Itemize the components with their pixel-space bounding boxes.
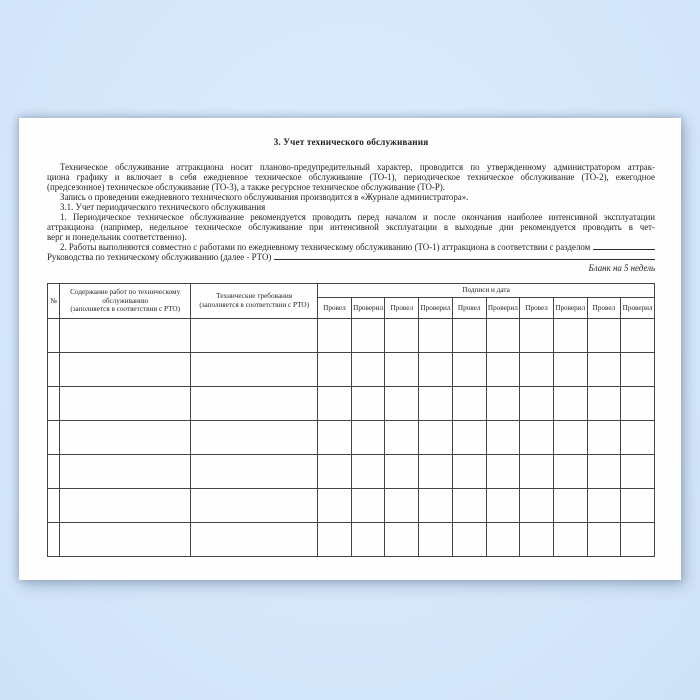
empty-cell (486, 523, 520, 557)
signature-col-header: Проверил (621, 298, 655, 319)
empty-cell (621, 523, 655, 557)
empty-cell (60, 387, 191, 421)
empty-cell (385, 523, 419, 557)
blank-underscore-line (593, 242, 655, 250)
empty-cell (621, 319, 655, 353)
empty-cell (587, 523, 621, 557)
empty-cell (621, 489, 655, 523)
empty-cell (486, 353, 520, 387)
empty-cell (621, 387, 655, 421)
text-line: аттракциона (например, недельное техническое обслуживание при интенсивной эксплуатации в выходные дни рекомендуется проводить в чет- (47, 222, 655, 232)
empty-cell (48, 489, 60, 523)
text-line (47, 242, 655, 252)
empty-cell (520, 421, 554, 455)
signature-col-header: Провел (318, 298, 352, 319)
empty-cell (452, 489, 486, 523)
empty-cell (452, 387, 486, 421)
empty-cell (520, 489, 554, 523)
empty-cell (351, 523, 385, 557)
table-row (48, 489, 655, 523)
signature-col-header: Провел (385, 298, 419, 319)
empty-cell (48, 387, 60, 421)
empty-cell (351, 387, 385, 421)
empty-cell (60, 455, 191, 489)
table-row (48, 523, 655, 557)
signature-col-header: Провел (452, 298, 486, 319)
document-page (19, 118, 681, 580)
table-row (48, 387, 655, 421)
signature-col-header: Провел (587, 298, 621, 319)
text-line: (предсезонное) техническое обслуживание (ТО-3), а также ресурсное техническое обслуживание (ТО-Р). (47, 182, 445, 192)
col-header-signatures-and-date: Подписи и дата (318, 284, 655, 298)
empty-cell (419, 489, 453, 523)
empty-cell (60, 489, 191, 523)
col-header-work-content (60, 284, 191, 319)
empty-cell (452, 523, 486, 557)
empty-cell (191, 353, 318, 387)
empty-cell (191, 455, 318, 489)
empty-cell (385, 455, 419, 489)
empty-cell (385, 421, 419, 455)
table-row (48, 421, 655, 455)
empty-cell (553, 523, 587, 557)
empty-cell (60, 353, 191, 387)
col-header-technical-requirements (191, 284, 318, 319)
empty-cell (587, 319, 621, 353)
empty-cell (385, 353, 419, 387)
empty-cell (419, 387, 453, 421)
blank-underscore-line (274, 252, 655, 260)
empty-cell (191, 387, 318, 421)
empty-cell (419, 353, 453, 387)
document-body-text (47, 162, 655, 262)
empty-cell (520, 523, 554, 557)
text-line: верг и понедельник соответственно). (47, 232, 187, 242)
empty-cell (587, 421, 621, 455)
empty-cell (351, 319, 385, 353)
header-line: (заполняется в соответствии с РТО) (199, 301, 309, 309)
empty-cell (452, 353, 486, 387)
empty-cell (587, 387, 621, 421)
empty-cell (318, 489, 352, 523)
empty-cell (621, 353, 655, 387)
empty-cell (486, 387, 520, 421)
empty-cell (553, 319, 587, 353)
empty-cell (48, 353, 60, 387)
table-row (48, 455, 655, 489)
empty-cell (385, 387, 419, 421)
empty-cell (351, 489, 385, 523)
table-row (48, 353, 655, 387)
empty-cell (621, 455, 655, 489)
empty-cell (553, 387, 587, 421)
empty-cell (520, 319, 554, 353)
empty-cell (520, 387, 554, 421)
empty-cell (351, 455, 385, 489)
signature-col-header: Провел (520, 298, 554, 319)
empty-cell (587, 489, 621, 523)
table-row (48, 319, 655, 353)
empty-cell (385, 319, 419, 353)
text-line: Техническое обслуживание аттракциона носит планово-предупредительный характер, проводится по утвержденному администратором аттрак- (60, 162, 655, 172)
empty-cell (452, 319, 486, 353)
empty-cell (520, 455, 554, 489)
empty-cell (351, 353, 385, 387)
empty-cell (60, 421, 191, 455)
text-line-content: Руководства по техническому обслуживанию (далее - РТО) (47, 252, 272, 262)
empty-cell (60, 319, 191, 353)
empty-cell (60, 523, 191, 557)
text-line: 1. Периодическое техническое обслуживание рекомендуется проводить перед началом и после окончания наиболее интенсивной эксплуатации (60, 212, 655, 222)
empty-cell (419, 319, 453, 353)
empty-cell (318, 523, 352, 557)
empty-cell (553, 489, 587, 523)
empty-cell (621, 421, 655, 455)
empty-cell (48, 319, 60, 353)
empty-cell (486, 455, 520, 489)
table-header (48, 284, 655, 319)
text-line (47, 252, 655, 262)
empty-cell (191, 489, 318, 523)
signature-col-header: Проверил (419, 298, 453, 319)
empty-cell (520, 353, 554, 387)
empty-cell (318, 455, 352, 489)
empty-cell (318, 353, 352, 387)
empty-cell (318, 387, 352, 421)
empty-cell (419, 421, 453, 455)
header-line: обслуживанию (102, 296, 149, 305)
empty-cell (419, 523, 453, 557)
empty-cell (486, 319, 520, 353)
text-line: 3.1. Учет периодического технического обслуживания (60, 202, 266, 212)
empty-cell (191, 421, 318, 455)
empty-cell (48, 523, 60, 557)
empty-cell (48, 455, 60, 489)
empty-cell (587, 353, 621, 387)
empty-cell (452, 455, 486, 489)
empty-cell (191, 523, 318, 557)
signature-col-header: Проверил (553, 298, 587, 319)
table-body (48, 319, 655, 557)
form-note: Бланк на 5 недель (588, 263, 655, 273)
empty-cell (486, 489, 520, 523)
empty-cell (553, 421, 587, 455)
empty-cell (452, 421, 486, 455)
empty-cell (318, 421, 352, 455)
maintenance-table (47, 283, 655, 557)
header-line: (заполняется в соответствии с РТО) (70, 305, 181, 314)
empty-cell (553, 455, 587, 489)
text-line: Запись о проведении ежедневного технического обслуживания производится в «Журнале администратора». (60, 192, 469, 202)
header-line: Содержание работ по техническому (70, 288, 181, 297)
empty-cell (351, 421, 385, 455)
header-line: Технические требования (216, 292, 293, 301)
signature-col-header: Проверил (351, 298, 385, 319)
empty-cell (419, 455, 453, 489)
document-title: 3. Учет технического обслуживания (273, 138, 429, 148)
col-header-number: № (48, 284, 60, 319)
empty-cell (318, 319, 352, 353)
empty-cell (385, 489, 419, 523)
empty-cell (553, 353, 587, 387)
empty-cell (486, 421, 520, 455)
empty-cell (587, 455, 621, 489)
empty-cell (191, 319, 318, 353)
signature-col-header: Проверил (486, 298, 520, 319)
text-line-content: 2. Работы выполняются совместно с работами по ежедневному техническому обслуживанию (ТО-1) аттракциона в соответствии с разделом (60, 242, 591, 252)
text-line: циона графику и включает в себя ежедневное техническое обслуживание (ТО-1), периодическое техническое обслуживание (ТО-2), ежегодное (47, 172, 655, 182)
empty-cell (48, 421, 60, 455)
